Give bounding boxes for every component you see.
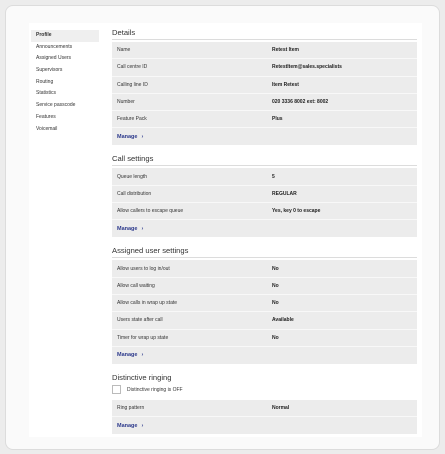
table-row xyxy=(112,77,417,94)
call-settings-section-title: Call settings xyxy=(112,154,154,164)
row-label: Call distribution xyxy=(117,190,152,197)
row-label: Allow users to log in/out xyxy=(117,265,170,272)
table-row xyxy=(112,400,417,417)
sidebar-item-features[interactable]: Features xyxy=(36,113,56,120)
section-divider xyxy=(112,165,417,166)
row-label: Allow call waiting xyxy=(117,282,155,289)
row-value: 5 xyxy=(272,173,275,180)
row-label: Feature Pack xyxy=(117,116,147,123)
row-value: Normal xyxy=(272,405,290,411)
row-label: Timer for wrap up state xyxy=(117,334,169,341)
manage-label: Manage xyxy=(117,352,138,359)
row-value: Yes, key 0 to escape xyxy=(272,208,321,215)
distinctive-ringing-toggle xyxy=(112,384,417,396)
chevron-right-icon: › xyxy=(141,352,144,359)
table-row xyxy=(112,94,417,111)
row-value: No xyxy=(272,334,279,341)
sidebar-item-routing[interactable]: Routing xyxy=(36,78,54,85)
sidebar-item-announcements[interactable]: Announcements xyxy=(36,43,73,50)
distinctive-ringing-section-title: Distinctive ringing xyxy=(112,372,172,382)
section-divider xyxy=(112,39,417,40)
row-value: No xyxy=(272,300,279,307)
main-content xyxy=(112,27,417,434)
sidebar-item-assigned-users[interactable]: Assigned Users xyxy=(36,55,72,62)
row-value: No xyxy=(272,265,279,272)
manage-label: Manage xyxy=(117,133,138,140)
table-row xyxy=(112,111,417,128)
sidebar-item-voicemail[interactable]: Voicemail xyxy=(36,125,58,132)
sidebar-item-supervisors[interactable]: Supervisors xyxy=(36,67,63,74)
table-row xyxy=(112,295,417,312)
row-value: Available xyxy=(272,317,294,324)
assigned-user-settings-section-title: Assigned user settings xyxy=(112,246,189,256)
manage-label: Manage xyxy=(117,422,138,429)
row-label: Queue length xyxy=(117,173,148,180)
row-label: Call centre ID xyxy=(117,64,148,71)
sidebar-item-statistics[interactable]: Statistics xyxy=(36,90,57,97)
details-manage-link[interactable] xyxy=(112,128,417,145)
chevron-right-icon: › xyxy=(141,133,144,140)
details-section-title: Details xyxy=(112,28,136,37)
table-row xyxy=(112,260,417,277)
assigned-user-settings-manage-link[interactable] xyxy=(112,347,417,364)
table-row xyxy=(112,168,417,185)
row-value: RetestItem@sales.specialists xyxy=(272,64,342,71)
row-label: Name xyxy=(117,47,131,54)
row-label: Allow calls in wrap up state xyxy=(117,300,178,307)
row-label: Allow callers to escape queue xyxy=(117,208,184,215)
content-card xyxy=(29,23,422,437)
chevron-right-icon: › xyxy=(141,422,144,429)
distinctive-ringing-manage-link[interactable] xyxy=(112,417,417,434)
distinctive-ringing-table xyxy=(112,400,417,417)
chevron-right-icon: › xyxy=(141,225,144,232)
section-gap xyxy=(112,237,417,245)
table-row xyxy=(112,278,417,295)
row-value: Item Retest xyxy=(272,81,299,88)
distinctive-ringing-status: Distinctive ringing is OFF xyxy=(127,386,183,393)
row-value: REGULAR xyxy=(272,190,297,197)
row-value: Retest Item xyxy=(272,47,299,54)
row-value: No xyxy=(272,282,279,289)
sidebar-item-service-passcode[interactable]: Service passcode xyxy=(36,102,76,109)
row-value: Plus xyxy=(272,116,283,123)
call-settings-manage-link[interactable] xyxy=(112,220,417,237)
manage-label: Manage xyxy=(117,225,138,232)
call-settings-table xyxy=(112,168,417,220)
row-label: Ring pattern xyxy=(117,405,145,411)
table-row xyxy=(112,186,417,203)
sidebar-nav xyxy=(31,30,99,135)
row-value: 020 3336 8002 ext: 8002 xyxy=(272,99,329,106)
table-row xyxy=(112,59,417,76)
table-row xyxy=(112,203,417,220)
section-gap xyxy=(112,364,417,372)
table-row xyxy=(112,330,417,347)
details-table xyxy=(112,42,417,128)
table-row xyxy=(112,312,417,329)
distinctive-ringing-checkbox[interactable] xyxy=(112,385,121,394)
assigned-user-settings-table xyxy=(112,260,417,346)
section-gap xyxy=(112,145,417,153)
window-frame xyxy=(5,5,440,450)
row-label: Number xyxy=(117,99,135,106)
section-divider xyxy=(112,257,417,258)
sidebar-item-profile[interactable]: Profile xyxy=(31,30,99,42)
table-row xyxy=(112,42,417,59)
row-label: Users state after call xyxy=(117,317,163,324)
row-label: Calling line ID xyxy=(117,81,148,88)
